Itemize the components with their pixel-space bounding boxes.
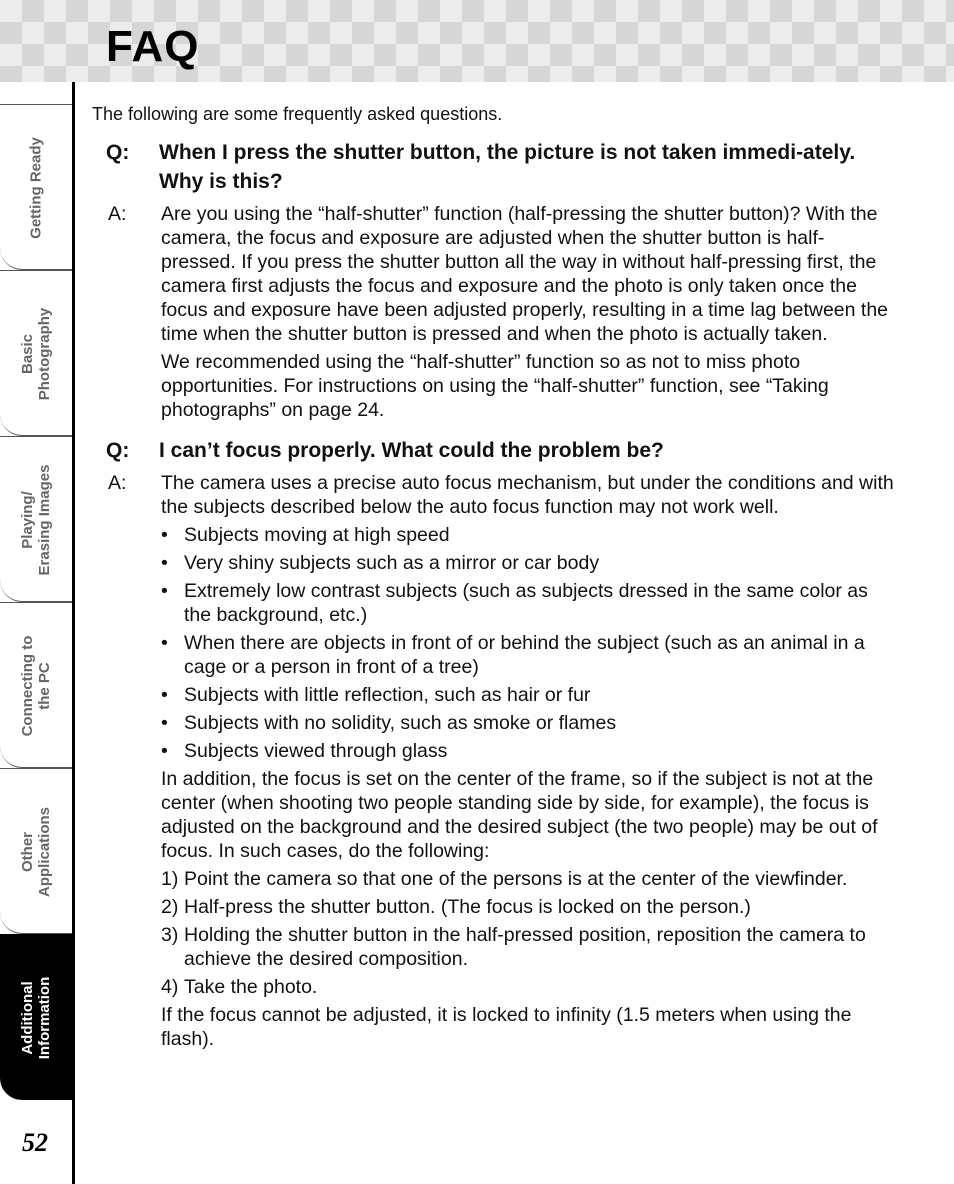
step-item xyxy=(161,923,898,971)
question-1 xyxy=(106,138,898,196)
list-item xyxy=(161,711,898,735)
step-text: Holding the shutter button in the half-pressed position, reposition the camera to achieve the desired composition. xyxy=(184,924,866,970)
list-item-text: Subjects moving at high speed xyxy=(184,524,450,546)
step-text: Half-press the shutter button. (The focus is locked on the person.) xyxy=(184,896,751,918)
step-number: 4) xyxy=(161,976,179,998)
tab-other-applications[interactable] xyxy=(0,768,72,934)
page-title: FAQ xyxy=(106,22,200,71)
step-number: 2) xyxy=(161,896,179,918)
subject-list xyxy=(161,523,898,763)
answer-paragraph: We recommended using the “half-shutter” function so as not to miss photo opportunities. For instructions on using the “half-shutter” function, see “Taking photographs” on page 24. xyxy=(161,351,829,421)
list-item xyxy=(161,739,898,763)
step-item xyxy=(161,975,898,999)
list-item-text: Subjects with little reflection, such as hair or fur xyxy=(184,684,591,706)
list-item xyxy=(161,551,898,575)
answer-2 xyxy=(108,471,898,1051)
answer-marker: A: xyxy=(108,203,127,225)
faq-content xyxy=(92,102,898,1055)
list-item-text: Extremely low contrast subjects (such as subjects dressed in the same color as the background, etc.) xyxy=(184,580,868,626)
tab-playing-erasing-images[interactable] xyxy=(0,436,72,602)
question-text: When I press the shutter button, the picture is not taken immedi-ately. Why is this? xyxy=(159,141,856,193)
step-number: 3) xyxy=(161,924,179,946)
intro-text: The following are some frequently asked questions. xyxy=(92,104,503,124)
bullet: • xyxy=(161,524,168,546)
tab-getting-ready[interactable] xyxy=(0,104,72,270)
question-marker: Q: xyxy=(106,439,130,462)
step-text: Take the photo. xyxy=(184,976,318,998)
question-text: I can’t focus properly. What could the problem be? xyxy=(159,439,664,462)
answer-1 xyxy=(108,202,898,422)
page-number: 52 xyxy=(22,1128,48,1157)
answer-marker: A: xyxy=(108,472,127,494)
tab-label: Other Applications xyxy=(19,806,53,898)
list-item-text: Subjects viewed through glass xyxy=(184,740,448,762)
step-text: Point the camera so that one of the persons is at the center of the viewfinder. xyxy=(184,868,848,890)
list-item xyxy=(161,579,898,627)
bullet: • xyxy=(161,684,168,706)
step-item xyxy=(161,867,898,891)
tab-basic-photography[interactable] xyxy=(0,270,72,436)
tab-label: Additional Information xyxy=(19,976,53,1060)
step-number: 1) xyxy=(161,868,179,890)
step-list xyxy=(161,867,898,999)
tab-label: Basic Photography xyxy=(19,307,53,401)
margin-rule xyxy=(72,82,75,1184)
answer-paragraph: The camera uses a precise auto focus mechanism, but under the conditions and with the subjects described below the auto focus function may not work well. xyxy=(161,472,894,518)
answer-paragraph: Are you using the “half-shutter” function (half-pressing the shutter button)? With the camera, the focus and exposure are adjusted when the shutter button is half-pressed. If you press the shutter button all the way in without half-pressing first, the camera first adjusts the focus and exposure and the photo is only taken once the focus and exposure have been adjusted properly, resulting in a time lag between the time when the shutter button is pressed and when the photo is actually taken. xyxy=(161,203,889,345)
list-item-text: When there are objects in front of or behind the subject (such as an animal in a cage or a person in front of a tree) xyxy=(184,632,865,678)
list-item-text: Subjects with no solidity, such as smoke or flames xyxy=(184,712,617,734)
question-2 xyxy=(106,436,898,465)
tab-label: Connecting to the PC xyxy=(19,635,53,737)
answer-paragraph: In addition, the focus is set on the center of the frame, so if the subject is not at the center (when shooting two people standing side by side, for example), the focus is adjusted on the background and the desired subject (the two people) may be out of focus. In such cases, do the following: xyxy=(161,768,878,862)
bullet: • xyxy=(161,712,168,734)
tab-additional-information[interactable] xyxy=(0,934,72,1100)
list-item xyxy=(161,631,898,679)
bullet: • xyxy=(161,740,168,762)
question-marker: Q: xyxy=(106,141,130,164)
bullet: • xyxy=(161,580,168,602)
tab-label: Playing/ Erasing Images xyxy=(19,464,53,576)
list-item xyxy=(161,523,898,547)
bullet: • xyxy=(161,552,168,574)
bullet: • xyxy=(161,632,168,654)
list-item-text: Very shiny subjects such as a mirror or car body xyxy=(184,552,600,574)
step-item xyxy=(161,895,898,919)
list-item xyxy=(161,683,898,707)
tab-connecting-to-pc[interactable] xyxy=(0,602,72,768)
tab-label: Getting Ready xyxy=(27,137,45,239)
answer-paragraph: If the focus cannot be adjusted, it is locked to infinity (1.5 meters when using the flash). xyxy=(161,1004,852,1050)
